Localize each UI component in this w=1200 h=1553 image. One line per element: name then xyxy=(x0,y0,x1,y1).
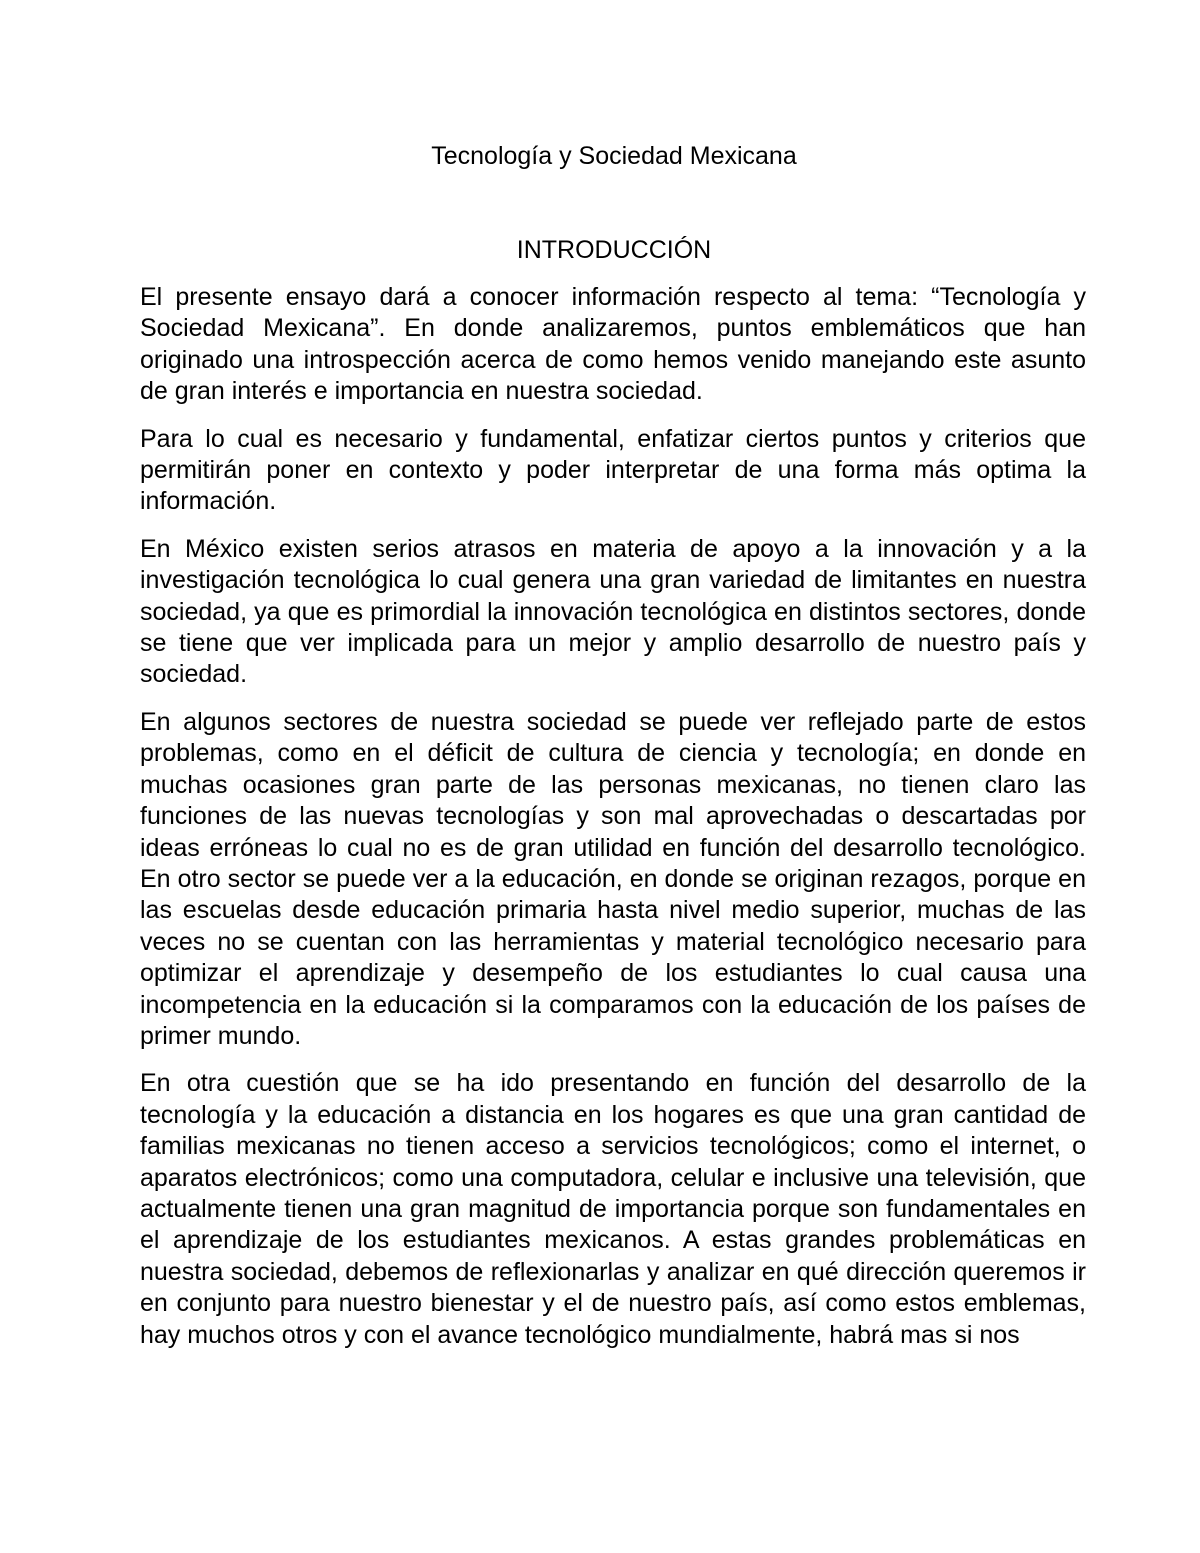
paragraph-4: En algunos sectores de nuestra sociedad se puede ver reflejado parte de estos problemas, como en el déficit de cultura de ciencia y tecnología; en donde en muchas ocasiones gran parte de las personas mexicanas, no tienen claro las funciones de las nuevas tecnologías y son mal aprovechadas o descartadas por ideas erróneas lo cual no es de gran utilidad en función del desarrollo tecnológico. En otro sector se puede ver a la educación, en donde se originan rezagos, porque en las escuelas desde educación primaria hasta nivel medio superior, muchas de las veces no se cuentan con las herramientas y material tecnológico necesario para optimizar el aprendizaje y desempeño de los estudiantes lo cual causa una incompetencia en la educación si la comparamos con la educación de los países de primer mundo. xyxy=(140,707,1086,1050)
paragraph-3: En México existen serios atrasos en materia de apoyo a la innovación y a la investigación tecnológica lo cual genera una gran variedad de limitantes en nuestra sociedad, ya que es primordial la innovación tecnológica en distintos sectores, donde se tiene que ver implicada para un mejor y amplio desarrollo de nuestro país y sociedad. xyxy=(140,534,1086,689)
document-title: Tecnología y Sociedad Mexicana xyxy=(431,142,797,170)
paragraph-1: El presente ensayo dará a conocer información respecto al tema: “Tecnología y Sociedad Mexicana”. En donde analizaremos, puntos emblemáticos que han originado una introspección acerca de como hemos venido manejando este asunto de gran interés e importancia en nuestra sociedad. xyxy=(140,283,1086,406)
paragraph-5: En otra cuestión que se ha ido presentando en función del desarrollo de la tecnología y la educación a distancia en los hogares es que una gran cantidad de familias mexicanas no tienen acceso a servicios tecnológicos; como el internet, o aparatos electrónicos; como una computadora, celular e inclusive una televisión, que actualmente tienen una gran magnitud de importancia porque son fundamentales en el aprendizaje de los estudiantes mexicanos. A estas grandes problemáticas en nuestra sociedad, debemos de reflexionarlas y analizar en qué dirección queremos ir en conjunto para nuestro bienestar y el de nuestro país, así como estos emblemas, hay muchos otros y con el avance tecnológico mundialmente, habrá mas si nos xyxy=(140,1069,1086,1349)
section-heading: INTRODUCCIÓN xyxy=(516,236,712,264)
document-body xyxy=(140,282,1086,1367)
paragraph-2: Para lo cual es necesario y fundamental, enfatizar ciertos puntos y criterios que permitirán poner en contexto y poder interpretar de una forma más optima la información. xyxy=(140,424,1086,516)
